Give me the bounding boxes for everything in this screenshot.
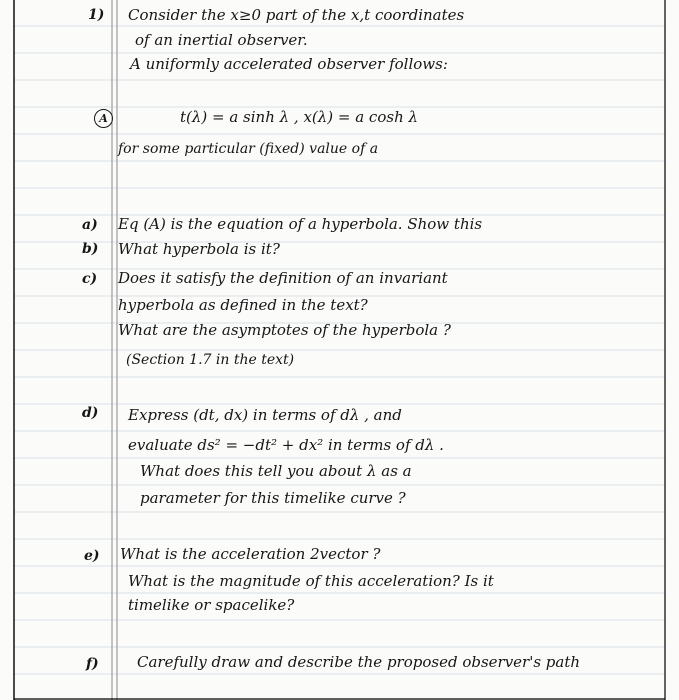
question-e-line-1: What is the acceleration 2vector ? bbox=[120, 545, 381, 563]
problem-number: 1) bbox=[88, 7, 105, 23]
question-b-text: What hyperbola is it? bbox=[118, 240, 280, 258]
question-d-line-1: Express (dt, dx) in terms of dλ , and bbox=[128, 406, 402, 424]
question-c-line-3: What are the asymptotes of the hyperbola ? bbox=[118, 321, 451, 339]
question-d-line-4: parameter for this timelike curve ? bbox=[140, 489, 406, 507]
equation-note: for some particular (fixed) value of a bbox=[118, 141, 379, 157]
question-c-line-2: hyperbola as defined in the text? bbox=[118, 296, 368, 314]
equation-marker: A bbox=[94, 109, 113, 128]
question-c-line-1: Does it satisfy the definition of an invariant bbox=[118, 269, 448, 287]
question-e-line-2: What is the magnitude of this acceleration? Is it bbox=[128, 572, 494, 590]
question-e-line-3: timelike or spacelike? bbox=[128, 596, 295, 614]
question-f-text: Carefully draw and describe the proposed observer's path bbox=[137, 653, 581, 671]
parametric-equation: t(λ) = a sinh λ , x(λ) = a cosh λ bbox=[180, 108, 419, 126]
intro-line-1: Consider the x≥0 part of the x,t coordinates bbox=[128, 6, 465, 24]
question-b-label: b) bbox=[82, 241, 99, 257]
question-d-line-3: What does this tell you about λ as a bbox=[140, 462, 412, 480]
question-c-line-4: (Section 1.7 in the text) bbox=[126, 352, 295, 368]
question-e-label: e) bbox=[84, 548, 100, 564]
intro-line-2: of an inertial observer. bbox=[135, 31, 308, 49]
question-a-text: Eq (A) is the equation of a hyperbola. Show this bbox=[118, 215, 483, 233]
question-f-label: f) bbox=[86, 656, 99, 672]
question-a-label: a) bbox=[82, 217, 98, 233]
question-c-label: c) bbox=[82, 271, 98, 287]
intro-line-3: A uniformly accelerated observer follows: bbox=[130, 55, 448, 73]
question-d-line-2: evaluate ds² = −dt² + dx² in terms of dλ . bbox=[128, 436, 444, 454]
question-d-label: d) bbox=[82, 405, 99, 421]
